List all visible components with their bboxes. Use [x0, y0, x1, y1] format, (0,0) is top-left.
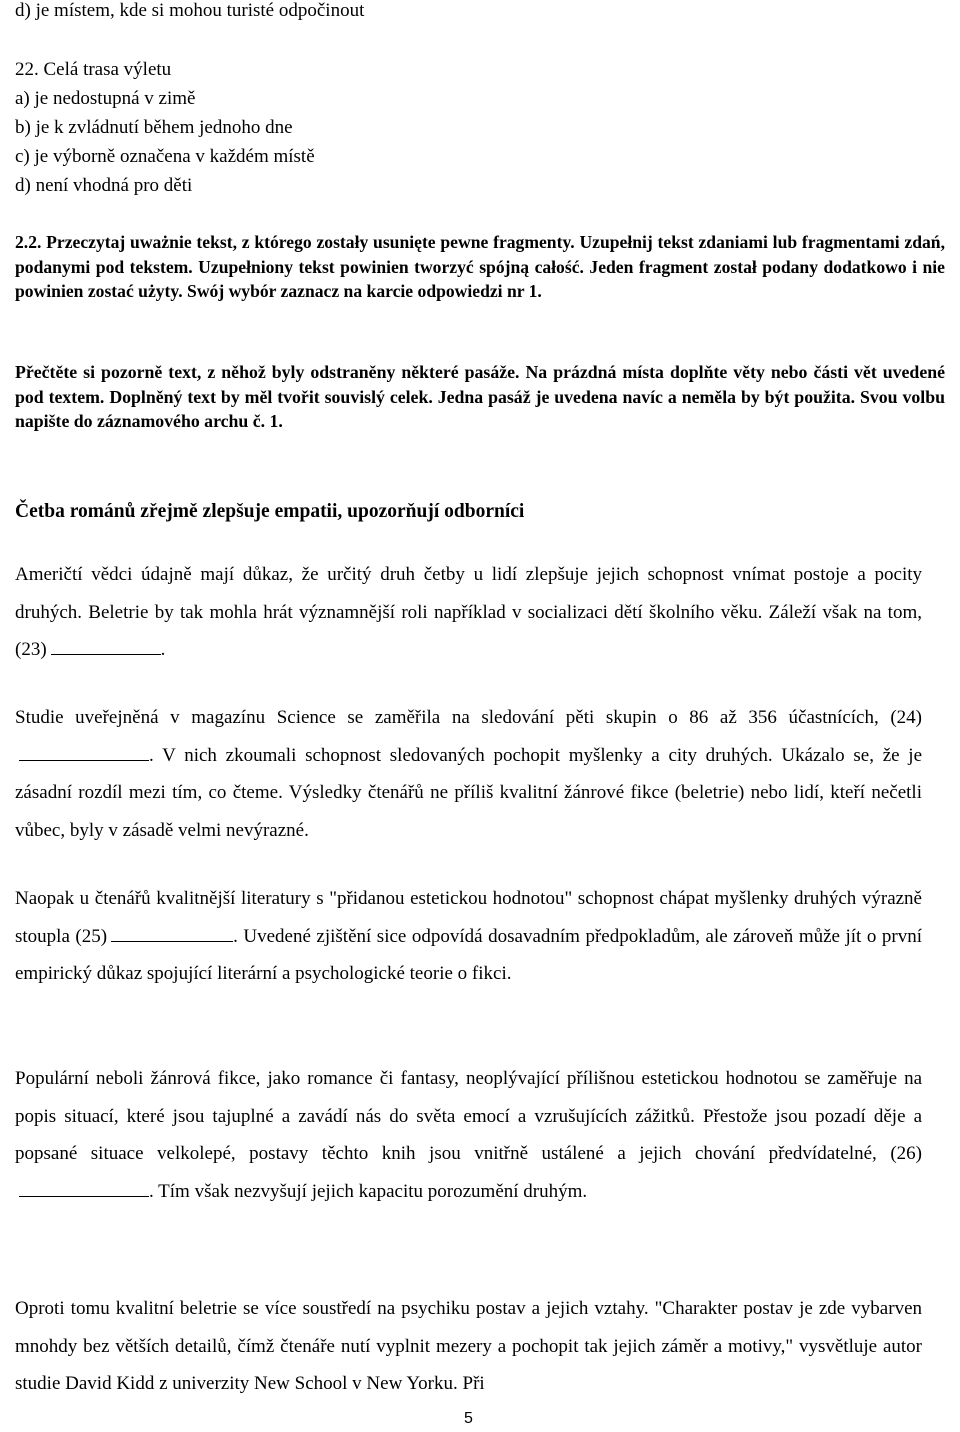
paragraph-4-end: . Tím však nezvyšují jejich kapacitu porozumění druhým.	[149, 1180, 588, 1202]
question-22-option-b: b) je k zvládnutí během jednoho dne	[15, 117, 293, 138]
article-paragraph-4	[15, 1060, 922, 1210]
gap-24-label: (24)	[890, 707, 922, 728]
gap-23-label: (23)	[15, 639, 47, 660]
paragraph-3-end: . Uvedené zjištění sice odpovídá dosavadním předpokladům, ale zároveň může jít o první empirický důkaz spojující literární a psychologické teorie o fikci.	[15, 925, 922, 984]
article-paragraph-2	[15, 699, 922, 849]
paragraph-1-text: Američtí vědci údajně mají důkaz, že určitý druh četby u lidí zlepšuje jejich schopnost vnímat postoje a pocity druhých. Beletrie by tak mohla hrát významnější roli například v socializaci dětí školního věku. Záleží však na tom,	[15, 564, 922, 623]
gap-23-blank	[51, 638, 161, 655]
paragraph-2-text: Studie uveřejněná v magazínu Science se zaměřila na sledování pěti skupin o 86 až 356 účastnících,	[15, 707, 891, 728]
question-22-option-d: d) není vhodná pro děti	[15, 175, 193, 196]
gap-26-label: (26)	[890, 1143, 922, 1164]
question-21-option-d: d) je místem, kde si mohou turisté odpočinout	[15, 0, 365, 21]
gap-25-blank	[111, 925, 233, 942]
article-title: Četba románů zřejmě zlepšuje empatii, upozorňují odborníci	[15, 501, 525, 522]
gap-25-label: (25)	[75, 925, 108, 947]
paragraph-3-text: Naopak u čtenářů kvalitnější literatury s "přidanou estetickou hodnotou" schopnost chápat myšlenky druhých výrazně stoupla	[15, 888, 922, 947]
paragraph-4-text: Populární neboli žánrová fikce, jako romance či fantasy, neoplývající přílišnou estetickou hodnotou se zaměřuje na popis situací, které jsou tajuplné a zavádí nás do světa emocí a vzrušujících zážitků. Přestože jsou pozadí děje a popsané situace velkolepé, postavy těchto knih jsou vnitřně ustálené a jejich chování předvídatelné,	[15, 1068, 922, 1164]
instructions-polish: 2.2. Przeczytaj uważnie tekst, z którego zostały usunięte pewne fragmenty. Uzupełnij tekst zdaniami lub fragmentami zdań, podanymi pod tekstem. Uzupełniony tekst powinien tworzyć spójną całość. Jeden fragment został podany dodatkowo i nie powinien zostać użyty. Swój wybór zaznacz na karcie odpowiedzi nr 1.	[15, 232, 945, 301]
article-paragraph-3	[15, 880, 922, 993]
article-paragraph-1	[15, 556, 922, 669]
paragraph-1-end: .	[160, 639, 166, 660]
paragraph-2-end: . V nich zkoumali schopnost sledovaných pochopit myšlenky a city druhých. Ukázalo se, že je zásadní rozdíl mezi tím, co čteme. Výsledky čtenářů ne příliš kvalitní žánrové fikce (beletrie) nebo lidí, kteří nečetli vůbec, byly v zásadě velmi nevýrazné.	[15, 744, 922, 841]
question-22-option-a: a) je nedostupná v zimě	[15, 88, 196, 109]
gap-26-blank	[19, 1180, 149, 1197]
page-number: 5	[464, 1410, 473, 1427]
article-paragraph-5	[15, 1290, 922, 1403]
paragraph-5-text: Oproti tomu kvalitní beletrie se více soustředí na psychiku postav a jejich vztahy. "Charakter postav je zde vybarven mnohdy bez větších detailů, čímž čtenáře nutí vyplnit mezery a pochopit tak jejich záměr a motivy," vysvětluje autor studie David Kidd z univerzity New School v New Yorku. Při	[15, 1298, 922, 1394]
instructions-czech: Přečtěte si pozorně text, z něhož byly odstraněny některé pasáže. Na prázdná místa doplňte věty nebo části vět uvedené pod textem. Doplněný text by měl tvořit souvislý celek. Jedna pasáž je uvedena navíc a neměla by být použita. Svou volbu napište do záznamového archu č. 1.	[15, 362, 945, 431]
question-22-option-c: c) je výborně označena v každém místě	[15, 146, 315, 167]
question-22-stem: 22. Celá trasa výletu	[15, 59, 172, 80]
gap-24-blank	[19, 744, 149, 761]
